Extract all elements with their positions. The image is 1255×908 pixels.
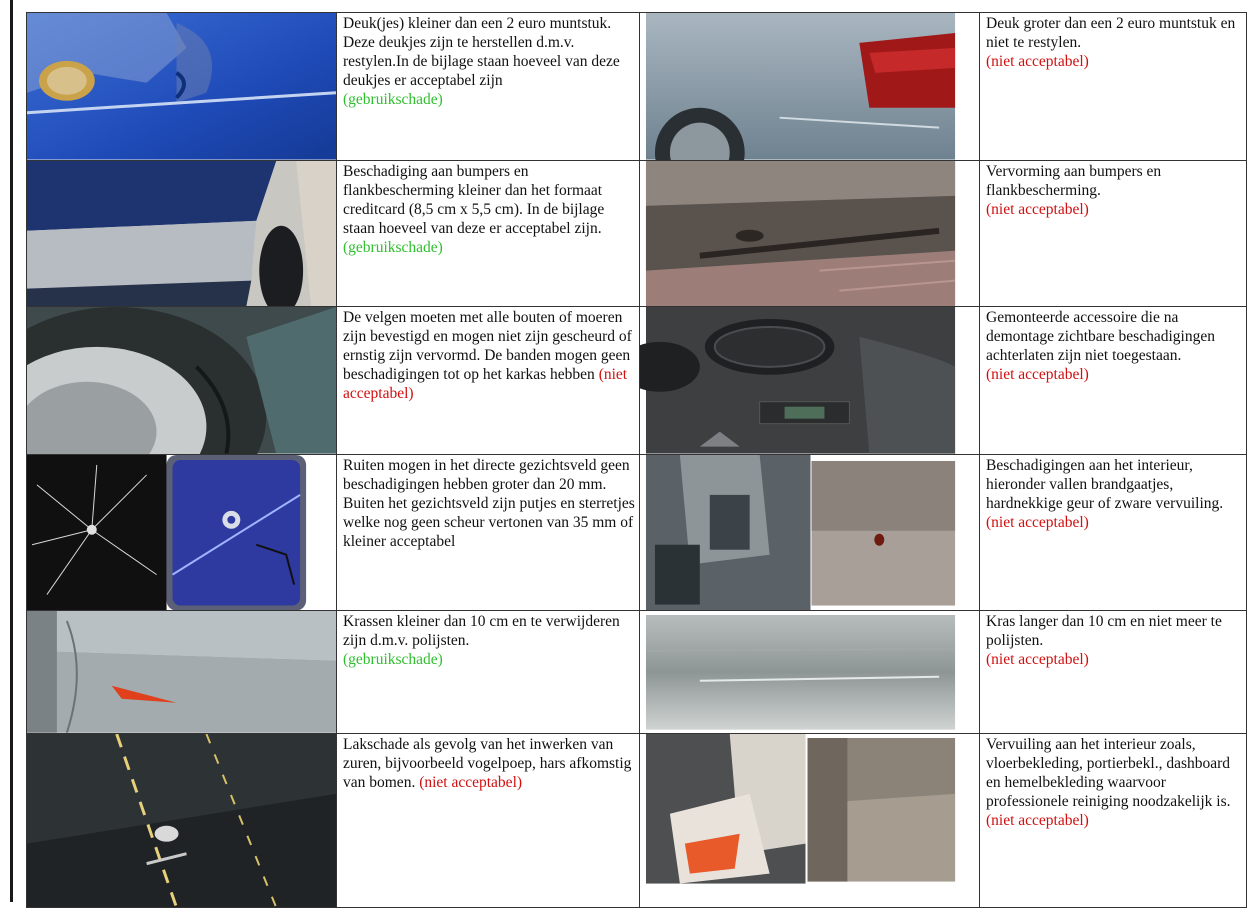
description-cell [337,611,640,734]
description-cell [980,13,1247,161]
damage-description [337,13,639,109]
blue-car-dent-with-coin-photo [27,13,336,160]
description-cell [337,160,640,307]
classification-tag: (gebruikschade) [343,651,443,669]
dirty-interior-photos [640,734,979,907]
photo-cell [640,160,980,307]
description-text: Lakschade als gevolg van het inwerken van zuren, bijvoorbeeld vogelpoep, hars afkomstig van bomen. [343,735,632,791]
table-row [27,454,1247,611]
photo-cell [640,611,980,734]
photo-cell [640,733,980,907]
table-row [27,611,1247,734]
photo-cell [27,13,337,161]
table-row [27,13,1247,161]
description-cell [337,454,640,611]
damage-description [337,161,639,257]
damage-description [980,734,1246,830]
photo-cell [640,13,980,161]
paint-damage-bird-dropping-photo [27,734,336,907]
description-cell [980,733,1247,907]
table-row [27,160,1247,307]
long-scratch-paint-photo [640,611,979,733]
photo-cell [640,307,980,455]
photo-cell [27,307,337,455]
small-scratch-silver-car-photo [27,611,336,733]
description-cell [980,454,1247,611]
description-text: Vervuiling aan het interieur zoals, vloerbekleding, portierbekl., dashboard en hemelbekleding waarvoor professionele reiniging noodzakelijk is. [986,735,1231,810]
description-text: Deuk groter dan een 2 euro muntstuk en niet te restylen. [986,15,1236,51]
description-cell [980,307,1247,455]
description-cell [980,160,1247,307]
classification-tag: (niet acceptabel) [986,811,1089,829]
silver-car-rear-dent-photo [640,13,979,160]
description-text: De velgen moeten met alle bouten of moeren zijn bevestigd en mogen niet zijn gescheurd of ernstig zijn vervormd. De banden mogen geen beschadigingen tot op het karkas hebben [343,309,632,384]
description-cell [337,733,640,907]
description-cell [337,13,640,161]
classification-tag: (gebruikschade) [343,238,443,256]
table-row [27,733,1247,907]
damage-description [337,307,639,403]
classification-tag: (gebruikschade) [343,91,443,108]
damage-description [980,611,1246,669]
classification-tag: (niet acceptabel) [986,366,1089,384]
damage-description [980,455,1246,532]
description-cell [337,307,640,455]
description-text: Ruiten mogen in het directe gezichtsveld geen beschadigingen hebben groter dan 20 mm. Buiten het gezichtsveld zijn putjes en sterretjes welke nog geen scheur vertonen van 35 mm of kleiner acceptabel [343,456,635,550]
blue-car-bumper-photo [27,161,336,307]
page-left-border [10,0,13,902]
classification-tag: (niet acceptabel) [986,513,1089,531]
photo-cell [27,454,337,611]
deformed-bumper-photo [640,161,979,307]
description-text: Deuk(jes) kleiner dan een 2 euro muntstuk. Deze deukjes zijn te herstellen d.m.v. restylen.In de bijlage staan hoeveel van deze deukjes er acceptabel zijn [343,15,620,89]
damage-description [337,611,639,669]
description-text: Beschadigingen aan het interieur, hieronder vallen brandgaatjes, hardnekkige geur of zware vervuiling. [986,456,1224,512]
description-text: Krassen kleiner dan 10 cm en te verwijderen zijn d.m.v. polijsten. [343,613,620,650]
classification-tag: (niet acceptabel) [419,773,523,791]
damage-description [337,455,639,551]
table-row [27,307,1247,455]
description-text: Vervorming aan bumpers en flankbescherming. [986,162,1162,199]
description-text: Beschadiging aan bumpers en flankbescherming kleiner dan het formaat creditcard (8,5 cm x 5,5 cm). In de bijlage staan hoeveel van deze er acceptabel zijn. [343,162,605,237]
description-cell [980,611,1247,734]
dashboard-accessory-holes-photo [640,307,979,454]
classification-tag: (niet acceptabel) [986,651,1089,669]
description-text: Kras langer dan 10 cm en niet meer te polijsten. [986,613,1222,650]
damage-criteria-table [26,12,1247,908]
damage-description [980,13,1246,71]
damage-description [337,734,639,792]
photo-cell [640,454,980,611]
photo-cell [27,733,337,907]
classification-tag: (niet acceptabel) [986,200,1089,218]
damage-description [980,307,1246,384]
damage-description [980,161,1246,219]
photo-cell [27,611,337,734]
classification-tag: (niet acceptabel) [343,366,628,403]
description-text: Gemonteerde accessoire die na demontage zichtbare beschadigingen achterlaten zijn niet toegestaan. [986,309,1215,365]
classification-tag: (niet acceptabel) [986,53,1089,70]
interior-burn-hole-photos [640,455,979,611]
windshield-crack-photos [27,455,336,611]
photo-cell [27,160,337,307]
damaged-tire-rim-photo [27,307,336,454]
